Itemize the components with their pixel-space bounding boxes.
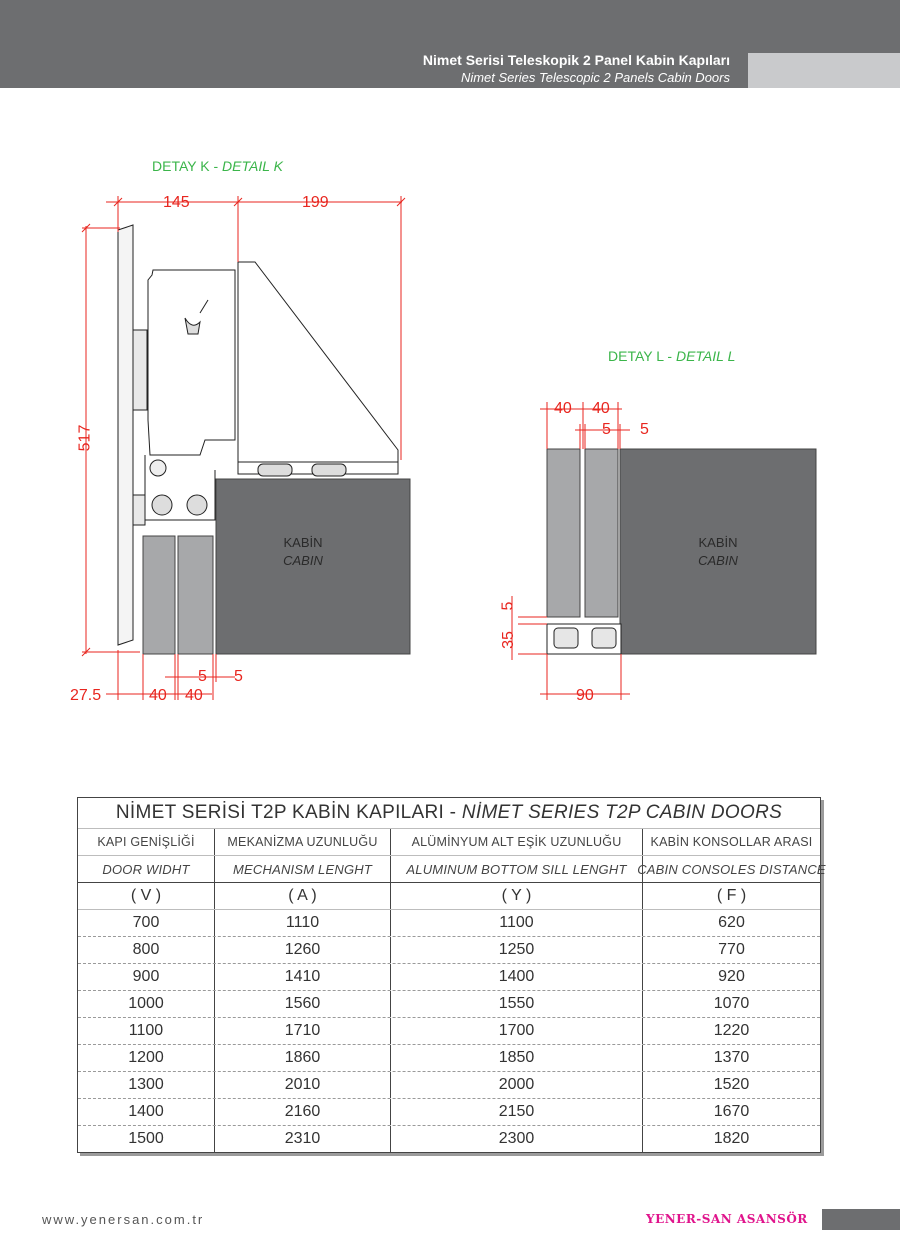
table-cell: 1250 bbox=[391, 937, 643, 963]
dim-l-90: 90 bbox=[576, 687, 594, 704]
table-cell: 1260 bbox=[215, 937, 391, 963]
detail-l-cabin-label: KABİN CABIN bbox=[698, 535, 738, 568]
table-title: NİMET SERİSİ T2P KABİN KAPILARI - NİMET SERIES T2P CABIN DOORS bbox=[78, 798, 820, 829]
detail-k-bracket bbox=[238, 262, 398, 465]
table-cell: 920 bbox=[718, 968, 745, 985]
header-cell: CABIN CONSOLES DISTANCE bbox=[637, 861, 826, 877]
dim-l-40-a: 40 bbox=[554, 400, 572, 417]
dim-5-b: 5 bbox=[234, 668, 243, 685]
header-cell: KABİN KONSOLLAR ARASI bbox=[650, 835, 813, 849]
dim-40-a: 40 bbox=[149, 687, 167, 704]
table-cell: 2150 bbox=[391, 1099, 643, 1125]
table-cell: 770 bbox=[718, 941, 745, 958]
dim-40-b: 40 bbox=[185, 687, 203, 704]
table-cell: 1100 bbox=[78, 1018, 215, 1044]
dim-27-5: 27.5 bbox=[70, 687, 102, 704]
table-cell: 1200 bbox=[78, 1045, 215, 1071]
dim-l-35: 35 bbox=[499, 631, 517, 649]
dim-145: 145 bbox=[163, 194, 190, 211]
detail-l-label: DETAY L - DETAIL L bbox=[608, 348, 736, 364]
table-cell: 1410 bbox=[215, 964, 391, 990]
detail-k-panel-1 bbox=[143, 536, 175, 654]
detail-k-hanger bbox=[148, 270, 235, 455]
table-cell: 1110 bbox=[215, 910, 391, 936]
table-header-tr bbox=[78, 829, 820, 856]
table-cell: 1700 bbox=[391, 1018, 643, 1044]
table-cell: 2300 bbox=[391, 1126, 643, 1152]
table-header-en bbox=[78, 856, 826, 883]
dim-199: 199 bbox=[302, 194, 329, 211]
table-cell: 1400 bbox=[78, 1099, 215, 1125]
table-row bbox=[78, 991, 820, 1018]
page-title: Nimet Serisi Teleskopik 2 Panel Kabin Kapıları bbox=[422, 52, 730, 68]
table-cell: 1560 bbox=[215, 991, 391, 1017]
table-cell: 900 bbox=[78, 964, 215, 990]
table-cell: 1100 bbox=[391, 910, 643, 936]
table-cell: 700 bbox=[78, 910, 215, 936]
table-cell: 1520 bbox=[713, 1076, 750, 1093]
header-cell: DOOR WIDHT bbox=[78, 856, 215, 882]
dim-l-5-v: 5 bbox=[499, 601, 517, 611]
table-cell: 1300 bbox=[78, 1072, 215, 1098]
table-cell: 2310 bbox=[215, 1126, 391, 1152]
table-cell: 800 bbox=[78, 937, 215, 963]
table-row bbox=[78, 1045, 820, 1072]
footer-url: www.yenersan.com.tr bbox=[42, 1212, 205, 1227]
table-cell: 1820 bbox=[713, 1130, 750, 1147]
detail-k-plate bbox=[118, 225, 133, 645]
dim-l-5-a: 5 bbox=[602, 421, 611, 438]
table-cell: 1670 bbox=[713, 1103, 750, 1120]
table-row bbox=[78, 1126, 820, 1152]
table-row bbox=[78, 910, 820, 937]
symbol-cell: ( A ) bbox=[215, 883, 391, 909]
detail-l-panel-1 bbox=[547, 449, 580, 617]
table-cell: 620 bbox=[718, 914, 745, 931]
table-cell: 1370 bbox=[713, 1049, 750, 1066]
table-row bbox=[78, 964, 820, 991]
table-cell: 1000 bbox=[78, 991, 215, 1017]
table-cell: 1850 bbox=[391, 1045, 643, 1071]
dim-l-5-b: 5 bbox=[640, 421, 649, 438]
table-cell: 1710 bbox=[215, 1018, 391, 1044]
table-symbol-row bbox=[78, 883, 820, 910]
symbol-cell: ( V ) bbox=[78, 883, 215, 909]
table-cell: 1860 bbox=[215, 1045, 391, 1071]
header-cell: KAPI GENİŞLİĞİ bbox=[78, 829, 215, 855]
detail-k-panel-2 bbox=[178, 536, 213, 654]
header-cell: ALUMINUM BOTTOM SILL LENGHT bbox=[391, 856, 643, 882]
footer-bar bbox=[822, 1209, 900, 1230]
table-body bbox=[78, 910, 820, 1152]
table-cell: 2160 bbox=[215, 1099, 391, 1125]
table-row bbox=[78, 1018, 820, 1045]
detail-k-drawing bbox=[118, 225, 410, 654]
dim-l-40-b: 40 bbox=[592, 400, 610, 417]
symbol-cell: ( F ) bbox=[716, 887, 747, 904]
table-row bbox=[78, 1099, 820, 1126]
header-cell: MECHANISM LENGHT bbox=[215, 856, 391, 882]
detail-k-label: DETAY K - DETAIL K bbox=[152, 158, 283, 174]
page-subtitle: Nimet Series Telescopic 2 Panels Cabin Doors bbox=[460, 70, 730, 85]
table-row bbox=[78, 937, 820, 964]
table-cell: 2010 bbox=[215, 1072, 391, 1098]
header-cell: MEKANİZMA UZUNLUĞU bbox=[215, 829, 391, 855]
table-cell: 1220 bbox=[713, 1022, 750, 1039]
door-spec-table bbox=[77, 797, 826, 1153]
table-cell: 1550 bbox=[391, 991, 643, 1017]
table-cell: 1400 bbox=[391, 964, 643, 990]
header-cell: ALÜMİNYUM ALT EŞİK UZUNLUĞU bbox=[391, 829, 643, 855]
detail-k-cabin-label: KABİN CABIN bbox=[283, 535, 323, 568]
dim-5-a: 5 bbox=[198, 668, 207, 685]
table-row bbox=[78, 1072, 820, 1099]
table-cell: 1070 bbox=[713, 995, 750, 1012]
table-cell: 1500 bbox=[78, 1126, 215, 1152]
footer-brand: YENER-SAN ASANSÖR bbox=[646, 1212, 808, 1226]
dim-517: 517 bbox=[76, 424, 94, 452]
table-cell: 2000 bbox=[391, 1072, 643, 1098]
symbol-cell: ( Y ) bbox=[391, 883, 643, 909]
detail-l-panel-2 bbox=[585, 449, 618, 617]
